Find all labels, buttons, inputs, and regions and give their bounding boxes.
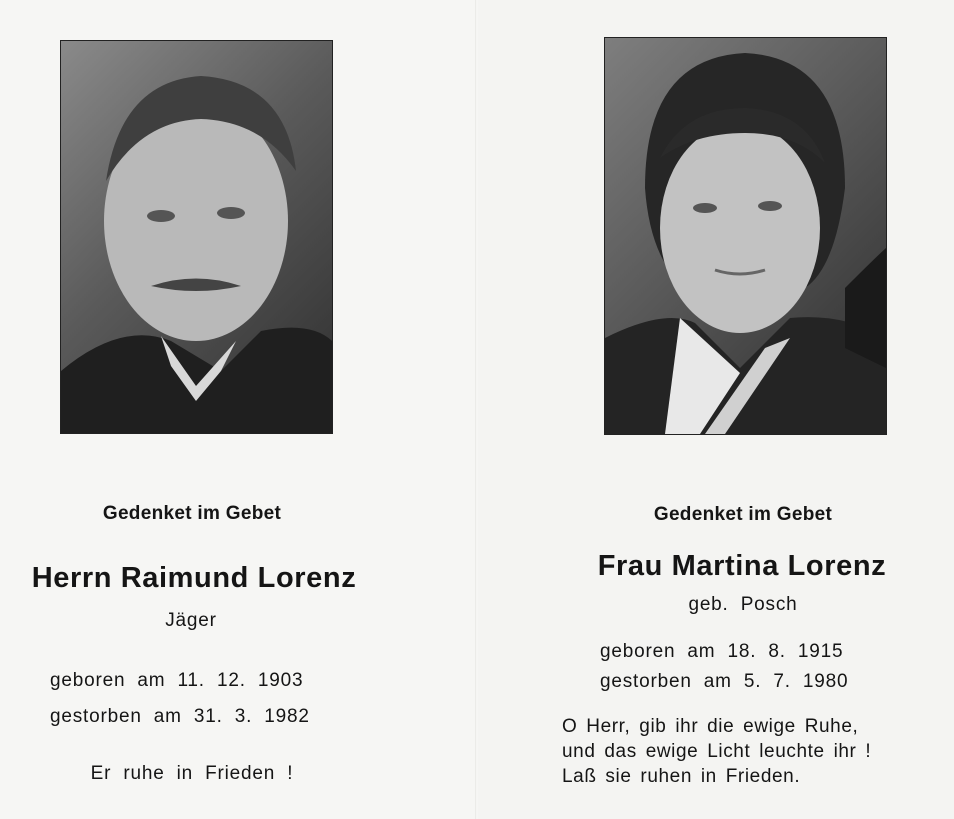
closing-blessing: Er ruhe in Frieden !	[90, 763, 294, 784]
portrait-photo-man	[60, 40, 333, 434]
portrait-man-illustration	[61, 41, 332, 433]
heading-text: Gedenket im Gebet	[102, 503, 282, 524]
birth-date-line: geboren am 11. 12. 1903	[50, 670, 304, 691]
portrait-woman-illustration	[605, 38, 886, 434]
portrait-photo-woman	[604, 37, 887, 435]
heading-text: Gedenket im Gebet	[653, 504, 833, 525]
prayer-line: und das ewige Licht leuchte ihr !	[562, 741, 872, 762]
memorial-card-left	[0, 0, 476, 819]
birth-date-line: geboren am 18. 8. 1915	[600, 641, 844, 662]
prayer-line: O Herr, gib ihr die ewige Ruhe,	[562, 716, 859, 737]
deceased-name: Frau Martina Lorenz	[597, 550, 887, 582]
death-date-line: gestorben am 31. 3. 1982	[50, 706, 310, 727]
deceased-name: Herrn Raimund Lorenz	[31, 562, 357, 594]
occupation-text: Jäger	[165, 610, 217, 631]
death-date-line: gestorben am 5. 7. 1980	[600, 671, 849, 692]
memorial-card-right	[478, 0, 954, 819]
maiden-name-text: geb. Posch	[688, 594, 798, 615]
prayer-line: Laß sie ruhen in Frieden.	[562, 766, 801, 787]
